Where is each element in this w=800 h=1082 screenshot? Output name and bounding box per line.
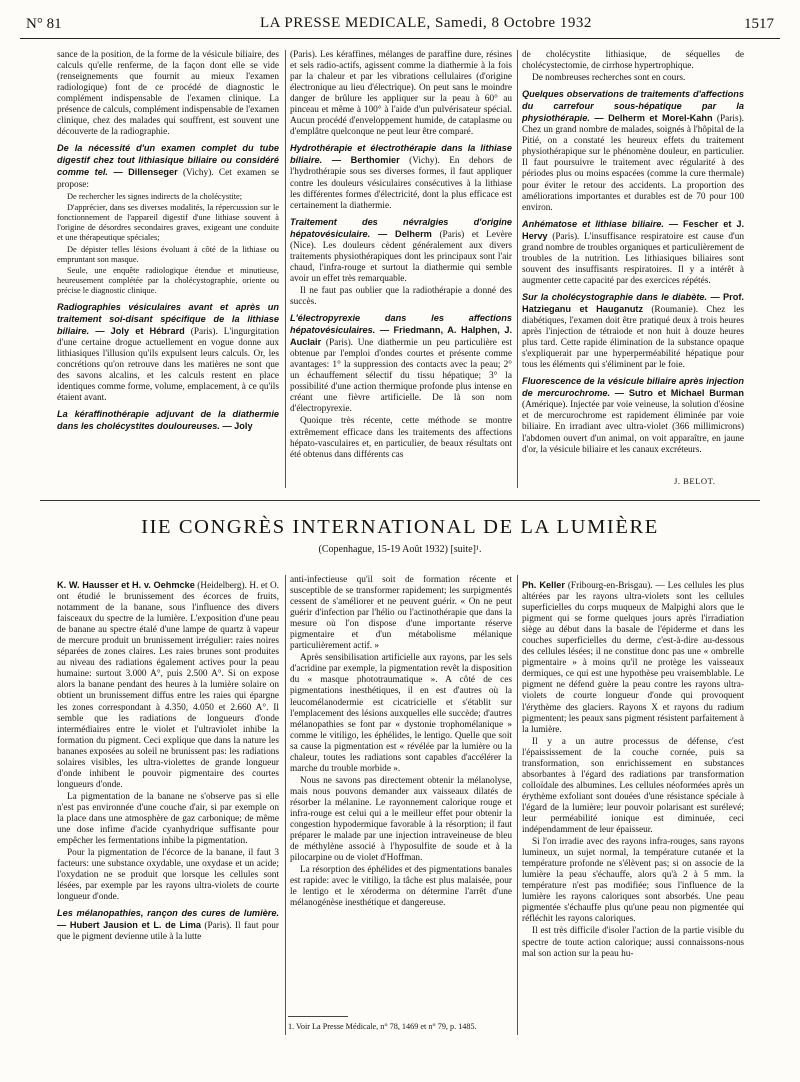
congress-subtitle: (Copenhague, 15-19 Août 1932) [suite]¹. — [318, 544, 482, 555]
abstract-entry — [290, 217, 512, 285]
abstract-entry — [57, 302, 279, 404]
abstract-authors: — Berthomier — [322, 155, 400, 166]
page-header — [20, 14, 780, 39]
abstract-authors: — Joly et Hébrard — [89, 325, 185, 336]
paragraph: de cholécystite lithiasique, de séquelles de cholécystectomie, de cirrhose hypertrophique. — [522, 50, 744, 72]
abstract-authors: — Friedmann, A. Halphen, J. Auclair — [290, 325, 512, 348]
paragraph: De nombreuses recherches sont en cours. — [532, 73, 686, 84]
paragraph: Pour la pigmentation de l'écorce de la banane, il faut 3 facteurs: une substance oxydable, une oxydase et un acide; l'oxydation ne se produit que lorsque les cellules sont lésées, par exemple par les rayons ultra-violets de courte longueur d'onde. — [57, 848, 279, 903]
footnote-rule — [288, 1016, 348, 1017]
abstract-body: (Heidelberg). H. et O. ont étudié le brunissement des écorces de fruits, notamment de la banane, sous l'influence des divers faisceaux du spectre de la lumière. L'exposition d'une peau de banane au spectre étalé d'une lampe de quartz à vapeur de mercure produit un brunissement irrégulier: raies noires séparées de zones claires. Les raies brunes sont produites au niveau des radiations également actives pour la peau humaine: surtout 3.000 A°, puis 2.500 A°. Si on expose alors la banane pendant des heures à la lumière solaire on obtient un brunissement diffus entre les raies qui épargne les zones correspondant à 4.350, 4.050 et 2.660 A°. Il semble que les radiations de longueurs d'onde intermédiaires entre le violet et l'ultraviolet inhibe la formation du pigment. Ceci explique que dans la nature les bananes exposées au soleil ne brunissent pas: les radiations solaires visibles, les ultra-violettes de grande longueur d'onde inhibent le pouvoir pigmentaire des courtes longueurs d'onde. — [57, 581, 279, 790]
bottom-column-2 — [290, 575, 512, 1011]
paragraph: Quoique très récente, cette méthode se montre extrêmement efficace dans les traitements des affections hépato-vasculaires et, en particulier, de beaux résultats ont été obtenus dans différents cas — [290, 416, 512, 460]
abstract-body: (Paris). L'ingurgitation d'une certaine drogue actuellement en vogue donne aux lithiasiques l'illusion qu'ils expulsent leurs calculs. Or, les concrétions qu'on retrouve dans les matières ne sont que des savons alcalins, et les calculs restent en place identiques comme forme, volume, emplacement, à ce qu'ils étaient avant. — [57, 326, 279, 403]
abstract-entry — [57, 143, 279, 190]
paragraph: Il y a un autre processus de défense, c'est l'épaississement de la couche cornée, puis sa transformation, son enrichissement en substances absorbantes à l'égard des radiations par transformation colloïdale des albumines. Les cellules néoformées après un érythème exfoliant sont douées d'une résistance spéciale à l'égard de la lumière; leur pouvoir polarisant est surélevé; leur perméabilité ionique est diminuée, ceci indépendamment de leur épaisseur. — [522, 736, 744, 836]
abstract-authors: — Fescher et J. Hervy — [522, 218, 744, 241]
abstract-title: Radiographies vésiculaires avant et après un traitement soi-disant spécifique de la lithiase biliaire. — [57, 301, 279, 336]
paragraph: sance de la position, de la forme de la vésicule biliaire, des calculs qu'elle renferme, de la façon dont elle se vide (renseignements que fournit au mieux l'examen radiologique) font de ce procédé de diagnostic le complément indispensable de l'examen clinique. La présence de calculs, complément indispensable de l'examen clinique, chez des malades qui souffrent, est souvent une découverte de la radiographie. — [57, 50, 279, 138]
top-column-1 — [57, 50, 279, 488]
abstract-entry — [290, 143, 512, 211]
signature: J. BELOT. — [674, 476, 716, 486]
abstract-title: La kéraffinothérapie adjuvant de la diathermie dans les cholécystites douloureuses. — [57, 409, 279, 432]
journal-title: LA PRESSE MEDICALE, Samedi, 8 Octobre 1932 — [260, 15, 592, 31]
abstract-authors: — Delherm — [370, 228, 432, 239]
abstract-body: (Paris). Chez un grand nombre de malades, soignés à l'hôpital de la Pitié, on a constaté les heureux effets du traitement physiothérapique sur le phénomène douleur, en particulier. Il faut poursuivre le traitement avec régularité à des périodes plus ou moins espacées (comme la cure thermale) pour éviter le retour des accidents. La proportion des améliorations importantes et durables est de 70 pour 100 environ. — [522, 114, 744, 213]
paragraph: De dépister telles lésions évoluant à côté de la lithiase ou empruntant son masque. — [57, 244, 279, 264]
column-divider — [517, 575, 518, 1035]
abstract-title: Hydrothérapie et électrothérapie dans la lithiase biliaire. — [290, 143, 512, 166]
congress-title: IIE CONGRÈS INTERNATIONAL DE LA LUMIÈRE — [141, 516, 659, 538]
abstract-body: (Vichy). En dehors de l'hydrothérapie sous ses diverses formes, il faut appliquer contre les douleurs vésiculaires consécutives à la lithiase les différentes formes d'électricité, dont la plus efficace est certainement la diathermie. — [290, 156, 512, 211]
abstract-authors: K. W. Hausser et H. v. Oehmcke — [57, 580, 195, 590]
abstract-authors: — Joly — [219, 421, 253, 432]
issue-number: N° 81 — [26, 16, 62, 32]
paragraph: (Paris). Les kéraffines, mélanges de paraffine dure, résines et sels radio-actifs, agissent comme la diathermie à la fois par la chaleur et par les vibrations cellulaires (d'origine électronique au lieu d'électrique). On peut sans le moindre danger de brûlure les appliquer sur la peau à 60° au pinceau et même à 100° à l'aide d'un pulvérisateur spécial. Aucun procédé d'enveloppement humide, de cataplasme ou d'emplâtre quelconque ne peut leur être comparé. — [290, 50, 512, 138]
abstract-authors: — Dillenseger — [107, 167, 178, 178]
abstract-entry — [522, 292, 744, 371]
abstract-authors: — Prof. Hatzieganu et Hauganutz — [522, 291, 744, 314]
abstract-entry — [57, 908, 279, 943]
paragraph: D'apprécier, dans ses diverses modalités, la répercussion sur le fonctionnement de l'appareil digestif d'une lithiase souvent à l'origine de désordres secondaires graves, exigeant une conduite et une thérapeutique spéciales; — [57, 202, 279, 243]
paragraph: La pigmentation de la banane ne s'observe pas si elle n'est pas environnée d'une couche d'air, si par exemple on la place dans une atmosphère de gaz carbonique; de même une dose infime d'acide cyanhydrique suffisante pour empêcher les fermentations inhibe la pigmentation. — [57, 791, 279, 847]
abstract-body: (Vichy). Cet examen se propose: — [57, 168, 279, 190]
abstract-body: (Roumanie). Chez les diabétiques, l'examen doit être pratiqué deux à trois heures après l'injection de tétraiode et non huit à douze heures plus tard. Cette rapide élimination de la substance opaque s'expliquerait par une hyperperméabilité hépatique pour tous les éléments qui s'éliminent par le foie. — [522, 304, 744, 371]
column-divider — [517, 50, 518, 488]
footnote: 1. Voir La Presse Médicale, n° 78, 1469 et n° 79, p. 1485. — [288, 1022, 477, 1031]
abstract-entry — [522, 580, 744, 736]
column-divider — [285, 50, 286, 488]
paragraph: Il est très difficile d'isoler l'action de la partie visible du spectre de toute action calorique; aussi connaissons-nous mal son action sur la peau hu- — [522, 926, 744, 959]
section-divider — [40, 500, 760, 501]
paragraph: Seule, une enquête radiologique étendue et minutieuse, heureusement complétée par la cholécystographie, oriente ou précise le diagnostic clinique. — [57, 265, 279, 296]
abstract-body: (Paris). Il faut pour que le pigment devienne utile à la lutte — [57, 921, 279, 943]
abstract-title: Traitement des névralgies d'origine hépatovésiculaire. — [290, 216, 512, 239]
paragraph: De rechercher les signes indirects de la cholécystite; — [67, 191, 243, 201]
abstract-body: (Paris) et Levère (Nice). Les douleurs cèdent généralement aux divers traitements physiothérapiques dont les principaux sont l'air chaud, l'infra-rouge et surtout la diathermie qui semble avoir un effet très remarquable. — [290, 229, 512, 284]
abstract-authors: — Hubert Jausion et L. de Lima — [57, 920, 201, 931]
abstract-title: Anhématose et lithiase biliaire. — [522, 218, 664, 229]
abstract-entry — [290, 313, 512, 415]
paragraph: Il ne faut pas oublier que la radiothérapie a donné des succès. — [290, 285, 512, 307]
abstract-authors: — Sutro et Michael Burman — [610, 388, 744, 399]
abstract-body: (Amérique). Injectée par voie veineuse, la solution d'éosine et de mercurochrome est rapidement éliminée par voie biliaire. En irradiant avec ultra-violet (366 millimicrons) l'abdomen ouvert d'un animal, on voit apparaître, en jaune d'or, la vésicule biliaire et les canaux excréteurs. — [522, 400, 744, 455]
abstract-body: (Paris). L'insuffisance respiratoire est cause d'un grand nombre de troubles organiques et particulièrement de troubles de la nutrition. Les lithiasiques biliaires sont souvent des insuffisants respiratoires. Il y a intérêt à augmenter cette capacité par des exercices répétés. — [522, 231, 744, 286]
abstract-entry — [522, 89, 744, 214]
paragraph: Après sensibilisation artificielle aux rayons, par les sels d'acridine par exemple, la pigmentation revêt la disposition du « masque phototraumatique ». A côté de ces pigmentations inesthétiques, il en est d'autres où la leucomélanodermie est cicatricielle et s'établit sur l'emplacement des lésions auxquelles elle succède; d'autres mélanopathies se font par « dystonie trophomélanique » comme le vitiligo, les éphélides, le lentigo. Quelle que soit sa cause la pigmentation est « révélée par la lumière ou la chaleur, toutes les radiations sont capables d'accélérer la marche du trouble morbide ». — [290, 653, 512, 774]
abstract-title: De la nécessité d'un examen complet du tube digestif chez tout lithiasique biliaire ou considéré comme tel. — [57, 143, 279, 178]
abstract-entry — [522, 376, 744, 455]
top-column-3 — [522, 50, 744, 470]
abstract-title: Quelques observations de traitements d'affections du carrefour sous-hépatique par la physiothérapie. — [522, 89, 744, 124]
bottom-column-3 — [522, 575, 744, 1045]
abstract-entry — [522, 219, 744, 287]
top-column-2 — [290, 50, 512, 488]
abstract-title: Sur la cholécystographie dans le diabète. — [522, 291, 708, 302]
paragraph: La résorption des éphélides et des pigmentations banales est rapide: avec le vitiligo, la tâche est plus malaisée, pour le lentigo et le xéroderma on détermine l'arrêt d'une mélanogénèse inesthétique et dangereuse. — [290, 865, 512, 909]
abstract-entry — [57, 580, 279, 791]
abstract-body: (Paris). Une diathermie un peu particulière est obtenue par l'emploi d'ondes courtes et présente comme avantages: 1° la suppression des contacts avec la peau; 2° un échauffement sélectif du tissu hépatique; 3° la possibilité d'une action thermique profonde plus intense en créant une fièvre artificielle. De là son nom d'électropyrexie. — [290, 338, 512, 415]
paragraph: anti-infectieuse qu'il soit de formation récente et susceptible de se transformer rapidement; les surpigmentés cessent de s'améliorer et ne peuvent guérir. « On ne peut guérir d'infection par l'hélio ou l'actinothérapie que dans la mesure où l'on dispose d'une importante réserve pigmentaire et d'un métabolisme mélanique particulièrement actif. » — [290, 575, 512, 652]
abstract-authors: Ph. Keller — [522, 580, 565, 590]
paragraph: Si l'on irradie avec des rayons infra-rouges, sans rayons lumineux, un sujet normal, la température cutanée et la température profonde ne s'élèvent pas; si on associe de la lumière la peau s'échauffe, alors qu'à 2 à 5 mm. la température n'est pas modifiée; sous l'influence de la lumière les rayons caloriques sont absorbés. Une peau pigmentée s'échauffe plus qu'une peau non pigmentée qui réfléchit les rayons caloriques. — [522, 837, 744, 925]
page-number: 1517 — [744, 16, 774, 32]
abstract-authors: — Delherm et Morel-Kahn — [589, 113, 713, 124]
abstract-title: L'électropyrexie dans les affections hépatovésiculaires. — [290, 313, 512, 336]
abstract-body: (Fribourg-en-Brisgau). — Les cellules les plus altérées par les rayons ultra-violets sont les cellules superficielles du corps muqueux de Malpighi alors que le pigment qui se forme quelques jours après l'irradiation siège au début dans la basale de l'épiderme et dans les couches superficielles du derme, c'est-à-dire au-dessous des cellules lésées; il ne constitue donc pas une « ombrelle pigmentaire » à moins qu'il ne protège les vaisseaux dermiques, ce qui est une hypothèse peu vraisemblable. Le pigment ne défend guère la peau contre les rayons ultra-violets de courte longueur d'onde qui provoquent l'érythème des glaciers. Rayons X et rayons du radium pigmentent; les peaux sans pigment résistent parfaitement à la lumière. — [522, 581, 744, 735]
abstract-title: Les mélanopathies, rançon des cures de lumière. — [57, 908, 279, 919]
paragraph: Nous ne savons pas directement obtenir la mélanolyse, mais nous pouvons demander aux vaisseaux dilatés de résorber la mélanine. Le rayonnement calorique rouge et infra-rouge est celui qui a le meilleur effet pour obtenir la congestion hypodermique favorable à la résorption; il faut préparer le malade par une injection intraveineuse de bleu de méthylène associé à l'hyposulfite de soude et à la pilocarpine ou de violet d'Hoffman. — [290, 775, 512, 864]
bottom-column-1 — [57, 575, 279, 1045]
column-divider — [285, 575, 286, 1035]
abstract-title: Fluorescence de la vésicule biliaire après injection de mercurochrome. — [522, 376, 744, 399]
abstract-entry — [57, 409, 279, 433]
